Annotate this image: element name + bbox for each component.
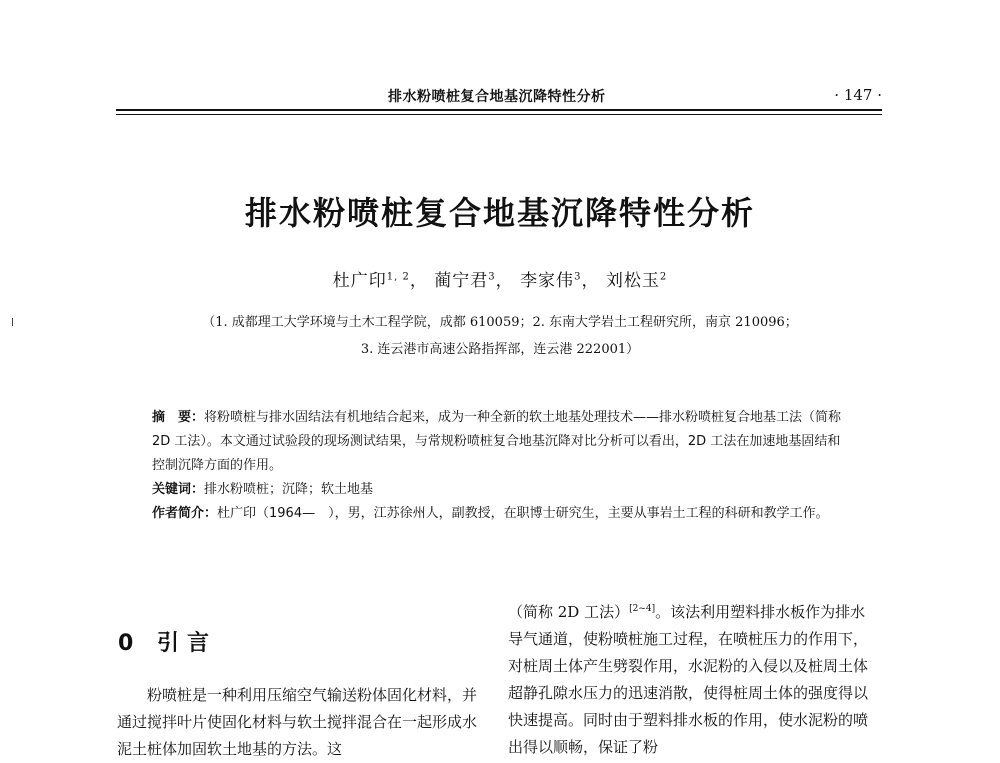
author-affiliation-mark: 1, 2 <box>386 271 410 283</box>
body-paragraph-rest: 。该法利用塑料排水板作为排水导气通道，使粉喷桩施工过程，在喷桩压力的作用下，对桩周土体产生劈裂作用，水泥粉的入侵以及桩周土体超静孔隙水压力的迅速消散，使得桩周土体的强度得以快速提高。同时由于塑料排水板的作用，使水泥粉的喷出得以顺畅，保证了粉 <box>508 603 869 756</box>
affiliation-line: 3. 连云港市高速公路指挥部，连云港 222001） <box>360 342 640 357</box>
abstract-text: 将粉喷桩与排水固结法有机地结合起来，成为一种全新的软土地基处理技术——排水粉喷桩复合地基工法（简称 2D 工法）。本文通过试验段的现场测试结果，与常规粉喷桩复合地基沉降对比分析可以看出，2D 工法在加速地基固结和控制沉降方面的作用。 <box>152 410 842 473</box>
author-affiliation-mark: 3 <box>488 271 496 283</box>
keywords-label: 关键词： <box>152 482 205 497</box>
header-rule-thick <box>116 109 882 111</box>
author-affiliation-mark: 2 <box>659 271 668 283</box>
paper-title: 排水粉喷桩复合地基沉降特性分析 <box>244 194 755 232</box>
author-affiliation-mark: 3 <box>574 271 582 283</box>
author-name: 蔺宁君 <box>434 271 489 291</box>
author-name: 杜广印 <box>332 271 387 291</box>
running-head-title: 排水粉喷桩复合地基沉降特性分析 <box>388 89 606 105</box>
header-rule-thin <box>116 114 882 115</box>
abstract <box>152 406 852 478</box>
body-column-right <box>508 596 880 761</box>
keywords <box>152 478 852 502</box>
body-paragraph <box>508 596 880 761</box>
body-paragraph-start: （简称 2D 工法） <box>508 603 630 621</box>
citation: [2~4] <box>629 604 656 614</box>
section-number: 0 <box>118 631 142 656</box>
author-name: 刘松玉 <box>605 271 660 291</box>
keywords-text: 排水粉喷桩；沉降；软土地基 <box>204 482 374 497</box>
abstract-block <box>152 406 852 526</box>
affiliation-line: （1. 成都理工大学环境与土木工程学院，成都 610059；2. 东南大学岩土工程研究所，南京 210096； <box>202 315 798 330</box>
author-list <box>0 266 1000 291</box>
author-separator: ， <box>581 271 600 291</box>
abstract-label: 摘 要： <box>152 410 205 425</box>
author-bio-text: 杜广印（1964— ），男，江苏徐州人，副教授，在职博士研究生，主要从事岩土工程的科研和教学工作。 <box>217 506 829 521</box>
author-separator: ， <box>409 271 428 291</box>
page-number: · 147 · <box>834 86 882 104</box>
running-head <box>116 86 882 108</box>
section-heading <box>118 626 217 657</box>
body-paragraph-text: 粉喷桩是一种利用压缩空气输送粉体固化材料，并通过搅拌叶片使固化材料与软土搅拌混合在一起形成水泥土桩体加固软土地基的方法。这 <box>117 686 478 758</box>
author-bio-label: 作者简介： <box>152 506 218 521</box>
author-separator: ， <box>495 271 514 291</box>
author-bio <box>152 502 852 526</box>
section-title: 引言 <box>156 631 217 656</box>
author-name: 李家伟 <box>520 271 575 291</box>
body-paragraph <box>117 682 489 763</box>
body-column-left <box>117 682 489 763</box>
